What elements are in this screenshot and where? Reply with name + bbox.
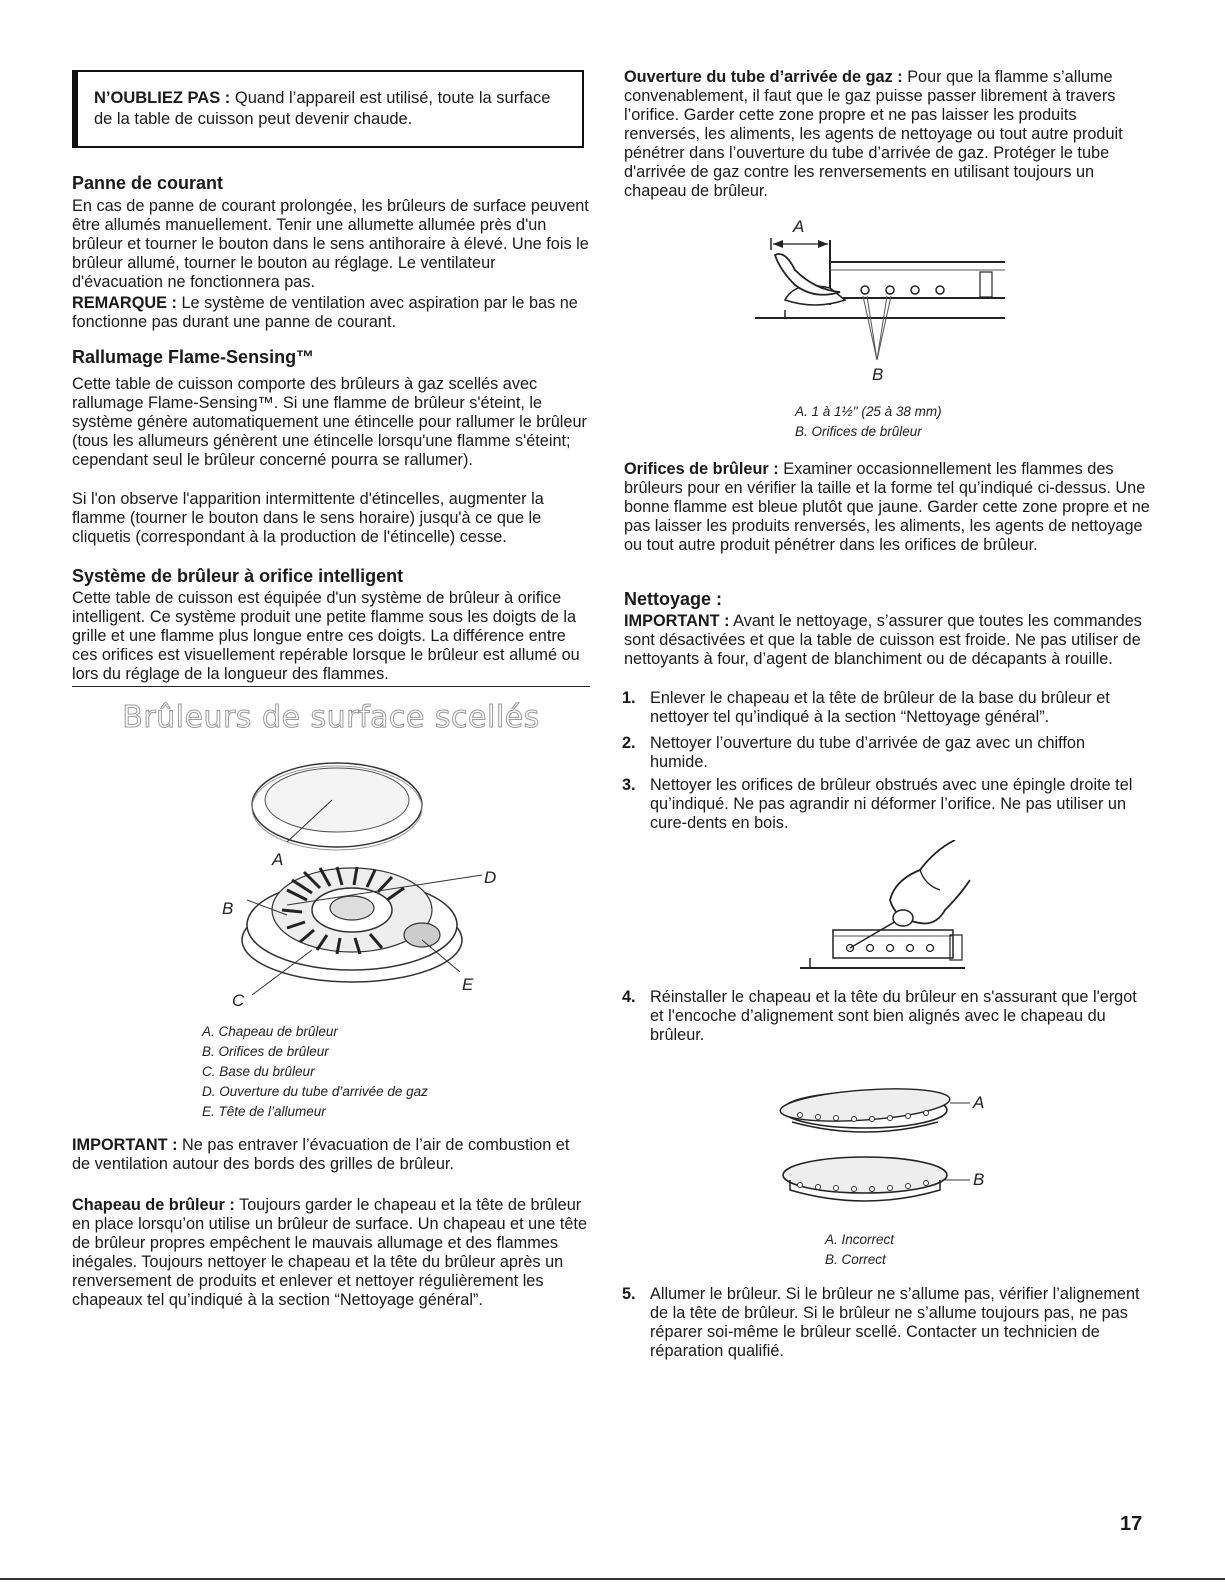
- power-outage-heading: Panne de courant: [72, 173, 224, 193]
- step-4-text: Réinstaller le chapeau et la tête du brûleur en s'assurant que l'ergot et l'encoche d’alignement sont bien alignés avec le chapeau du brûleur.: [650, 988, 1137, 1044]
- gas-tube-paragraph: [624, 68, 1150, 201]
- diagram-label-a: A: [272, 850, 284, 869]
- note-text: Le système de ventilation avec aspiration par le bas ne fonctionne pas durant une panne de courant.: [72, 294, 578, 331]
- fig1-captions: [795, 402, 1095, 442]
- step-2-number: 2.: [622, 734, 636, 752]
- fig1-label-a: A: [793, 217, 805, 236]
- step-3-text: Nettoyer les orifices de brûleur obstrués avec une épingle droite tel qu’indiqué. Ne pas agrandir ni déformer l’orifice. Ne pas utiliser un cure-dents en bois.: [650, 776, 1133, 832]
- important-text: Ne pas entraver l’évacuation de l’air de combustion et de ventilation autour des bords des grilles de brûleur.: [72, 1136, 570, 1173]
- important-paragraph: [72, 1136, 590, 1174]
- notice-body: Quand l’appareil est utilisé, toute la surface de la table de cuisson peut devenir chaude.: [94, 89, 551, 128]
- important-label: IMPORTANT :: [72, 1136, 178, 1154]
- gas-tube-text: Pour que la flamme s’allume convenablement, il faut que le gaz puisse passer librement à travers l’orifice. Garder cette zone propre et ne pas laisser les produits renversés, les aliments, les agents de nettoyage ou tout autre produit pénétrer dans l’ouverture du tube d’arrivée de gaz. Protéger le tube d'arrivée de gaz contre les renversements en utilisant toujours un chapeau de brûleur.: [624, 68, 1123, 200]
- fig3-caption-b: B. Correct: [825, 1252, 886, 1267]
- smart-orifice-heading: Système de brûleur à orifice intelligent: [72, 566, 404, 586]
- cleaning-important-text: Avant le nettoyage, s’assurer que toutes les commandes sont désactivées et que la table de cuisson est froide. Ne pas utiliser de nettoyants à four, d’agent de blanchiment ou de décapants à rouille.: [624, 612, 1142, 668]
- step-4-number: 4.: [622, 988, 636, 1006]
- fig3-label-a: A: [973, 1093, 985, 1112]
- caption-d: D. Ouverture du tube d’arrivée de gaz: [202, 1084, 428, 1099]
- fig1-caption-b: B. Orifices de brûleur: [795, 424, 922, 439]
- page-number: 17: [1120, 1513, 1143, 1535]
- step-1-number: 1.: [622, 689, 636, 707]
- power-outage-paragraph: En cas de panne de courant prolongée, les brûleurs de surface peuvent être allumés manuellement. Tenir une allumette allumée près d'un brûleur et tourner le bouton dans le sens antihoraire à élevé. Une fois le brûleur allumé, tourner le bouton au réglage. Le ventilateur d'évacuation ne fonctionnera pas.: [72, 197, 589, 291]
- section-divider: [72, 686, 590, 687]
- flame-sensing-paragraph-2: Si l'on observe l'apparition intermittente d'étincelles, augmenter la flamme (tourner le bouton dans le sens horaire) jusqu'à ce que le cliquetis (correspondant à la production de l'étincelle) cesse.: [72, 490, 544, 546]
- flame-sensing-heading: Rallumage Flame-Sensing™: [72, 347, 315, 367]
- step-3-number: 3.: [622, 776, 636, 794]
- gas-tube-diagram: [755, 210, 1015, 385]
- fig3-captions: [825, 1230, 1025, 1270]
- step-5-number: 5.: [622, 1285, 636, 1303]
- orifices-paragraph: [624, 460, 1150, 555]
- gas-tube-label: Ouverture du tube d’arrivée de gaz :: [624, 68, 903, 86]
- notice-box: [72, 70, 584, 148]
- burner-cap-paragraph: [72, 1196, 590, 1310]
- diagram-label-e: E: [462, 975, 474, 994]
- smart-orifice-paragraph: Cette table de cuisson est équipée d'un système de brûleur à orifice intelligent. Ce système produit une petite flamme sous les doigts de la grille et une flamme plus longue entre ces doigts. La différence entre ces orifices est visuellement repérable lorsque le brûleur est allumé ou lors du réglage de la longueur des flammes.: [72, 589, 580, 683]
- cleaning-important-label: IMPORTANT :: [624, 612, 730, 630]
- diagram-label-c: C: [232, 991, 245, 1010]
- cleaning-important: [624, 612, 1150, 669]
- orifices-text: Examiner occasionnellement les flammes des brûleurs pour en vérifier la taille et la forme tel qu’indiqué ci-dessus. Une bonne flamme est bleue plutôt que jaune. Garder cette zone propre et ne pas laisser les produits renversés, les aliments, les agents de nettoyage ou tout autre produit pénétrer dans les orifices de brûleur.: [624, 460, 1150, 554]
- notice-text: [94, 88, 568, 130]
- cleaning-heading: Nettoyage :: [624, 589, 723, 609]
- bottom-rule: [0, 1578, 1225, 1580]
- sealed-burner-diagram: [192, 750, 512, 1015]
- burner-cap-label: Chapeau de brûleur :: [72, 1196, 235, 1214]
- fig3-label-b: B: [973, 1170, 985, 1189]
- step-5-text: Allumer le brûleur. Si le brûleur ne s’allume pas, vérifier l’alignement de la tête de brûleur. Si le brûleur ne s’allume toujours pas, ne pas réparer soi-même le brûleur scellé. Contacter un technicien de réparation qualifié.: [650, 1285, 1140, 1360]
- diagram-label-d: D: [484, 868, 497, 887]
- orifice-cleaning-diagram: [795, 840, 980, 975]
- step-1-text: Enlever le chapeau et la tête de brûleur de la base du brûleur et nettoyer tel qu’indiqué à la section “Nettoyage général”.: [650, 689, 1110, 726]
- caption-a: A. Chapeau de brûleur: [202, 1024, 338, 1039]
- note-label: REMARQUE :: [72, 294, 177, 312]
- caption-b: B. Orifices de brûleur: [202, 1044, 329, 1059]
- diagram-label-b: B: [222, 899, 234, 918]
- power-outage-note: [72, 294, 590, 332]
- fig3-caption-a: A. Incorrect: [825, 1232, 895, 1247]
- fig1-caption-a: A. 1 à 1½" (25 à 38 mm): [795, 404, 942, 419]
- notice-label: N’OUBLIEZ PAS :: [94, 89, 231, 107]
- caption-c: C. Base du brûleur: [202, 1064, 315, 1079]
- section-title: Brûleurs de surface scellés: [122, 700, 540, 735]
- orifices-label: Orifices de brûleur :: [624, 460, 779, 478]
- caption-e: E. Tête de l’allumeur: [202, 1104, 326, 1119]
- burner-cap-text: Toujours garder le chapeau et la tête de brûleur en place lorsqu’on utilise un brûleur de surface. Un chapeau et une tête de brûleur propres empêchent le mauvais allumage et des flammes inégales. Toujours nettoyer le chapeau et la tête du brûleur après un renversement de produits et enlever et nettoyer régulièrement les chapeaux tel qu’indiqué à la section “Nettoyage général”.: [72, 1196, 588, 1309]
- fig1-label-b: B: [872, 365, 884, 384]
- flame-sensing-paragraph-1: Cette table de cuisson comporte des brûleurs à gaz scellés avec rallumage Flame-Sensing™. Si une flamme de brûleur s'éteint, le système génère automatiquement une étincelle pour rallumer le brûleur (tous les allumeurs génèrent une étincelle lorsqu'une flamme s'éteint; cependant seul le brûleur concerné pourra se rallumer).: [72, 375, 587, 469]
- step-2-text: Nettoyer l’ouverture du tube d’arrivée de gaz avec un chiffon humide.: [650, 734, 1086, 771]
- burner-alignment-diagram: [770, 1060, 1010, 1225]
- burner-captions: [202, 1022, 582, 1122]
